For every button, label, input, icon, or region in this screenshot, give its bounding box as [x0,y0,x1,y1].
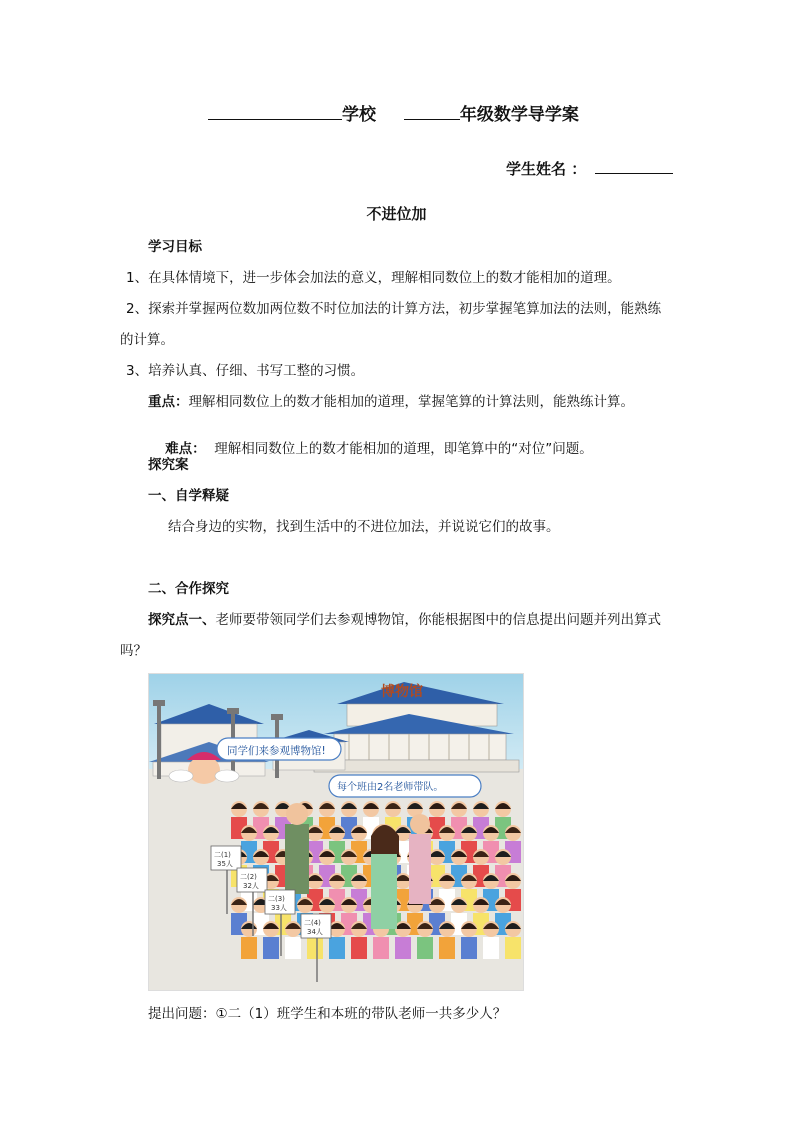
key-point-text: 理解相同数位上的数才能相加的道理，掌握笔算的计算法则，能熟练计算。 [188,394,634,410]
svg-text:32人: 32人 [243,882,259,890]
student-body [263,937,279,959]
museum-illustration [148,673,524,991]
student-name-label: 学生姓名 ： [506,160,587,178]
section1-heading: 一、自学释疑 [148,488,229,504]
student-name-line [506,157,673,179]
svg-text:每个班由2名老师带队。: 每个班由2名老师带队。 [337,782,444,793]
difficulty-text: 理解相同数位上的数才能相加的道理，即笔算中的“对位”问题。 [205,441,593,457]
student-body [439,937,455,959]
student-body [241,937,257,959]
svg-text:同学们来参观博物馆!: 同学们来参观博物馆! [227,745,326,757]
svg-text:34人: 34人 [307,928,323,936]
svg-text:二(2): 二(2) [240,873,257,881]
svg-text:二(1): 二(1) [214,851,231,859]
objective-2-line2: 的计算。 [120,332,174,348]
grade-blank[interactable] [404,103,460,120]
school-blank[interactable] [208,103,342,120]
objective-1: 1、在具体情境下，进一步体会加法的意义，理解相同数位上的数才能相加的道理。 [126,270,621,286]
question [148,1002,506,1022]
student-body [351,937,367,959]
objective-3: 3、培养认真、仔细、书写工整的习惯。 [126,363,365,379]
speech-bubble-1 [217,738,341,760]
worksheet-title [208,100,579,125]
svg-text:35人: 35人 [217,860,233,868]
museum-sign: 博物馆 [381,684,423,700]
svg-text:33人: 33人 [271,904,287,912]
student-body [395,937,411,959]
school-label: 学校 [342,105,376,125]
student-name-blank[interactable] [595,157,673,174]
grade-label: 年级数学导学案 [459,105,579,125]
student-body [461,937,477,959]
lesson-title: 不进位加 [366,205,427,223]
student-body [505,937,521,959]
question-label: 提出问题： [148,1006,216,1022]
difficulty [148,421,593,473]
explore-point-text: 老师要带领同学们去参观博物馆，你能根据图中的信息提出问题并列出算式 [215,612,661,628]
student-body [417,937,433,959]
explore-point-1 [148,608,661,628]
objectives-heading: 学习目标 [148,239,202,255]
svg-text:二(4): 二(4) [304,919,321,927]
explore-heading: 探究案 [148,457,189,473]
section1-text: 结合身边的实物，找到生活中的不进位加法，并说说它们的故事。 [168,519,560,535]
speech-bubble-2 [329,775,481,797]
key-point [148,390,634,410]
key-point-label: 重点： [148,394,189,410]
section2-heading: 二、合作探究 [148,581,229,597]
explore-point-1-line2: 吗？ [120,643,147,659]
student-body [329,937,345,959]
museum-scene [149,674,523,990]
objective-2-line1: 2、探索并掌握两位数加两位数不时位加法的计算方法，初步掌握笔算加法的法则，能熟练 [126,301,662,317]
explore-point-label: 探究点一、 [148,612,216,628]
student-body [483,937,499,959]
svg-text:二(3): 二(3) [268,895,285,903]
student-body [307,937,323,959]
difficulty-label: 难点： [165,441,206,457]
question-text: ①二（1）班学生和本班的带队老师一共多少人？ [215,1006,507,1022]
student-body [285,937,301,959]
student-body [373,937,389,959]
